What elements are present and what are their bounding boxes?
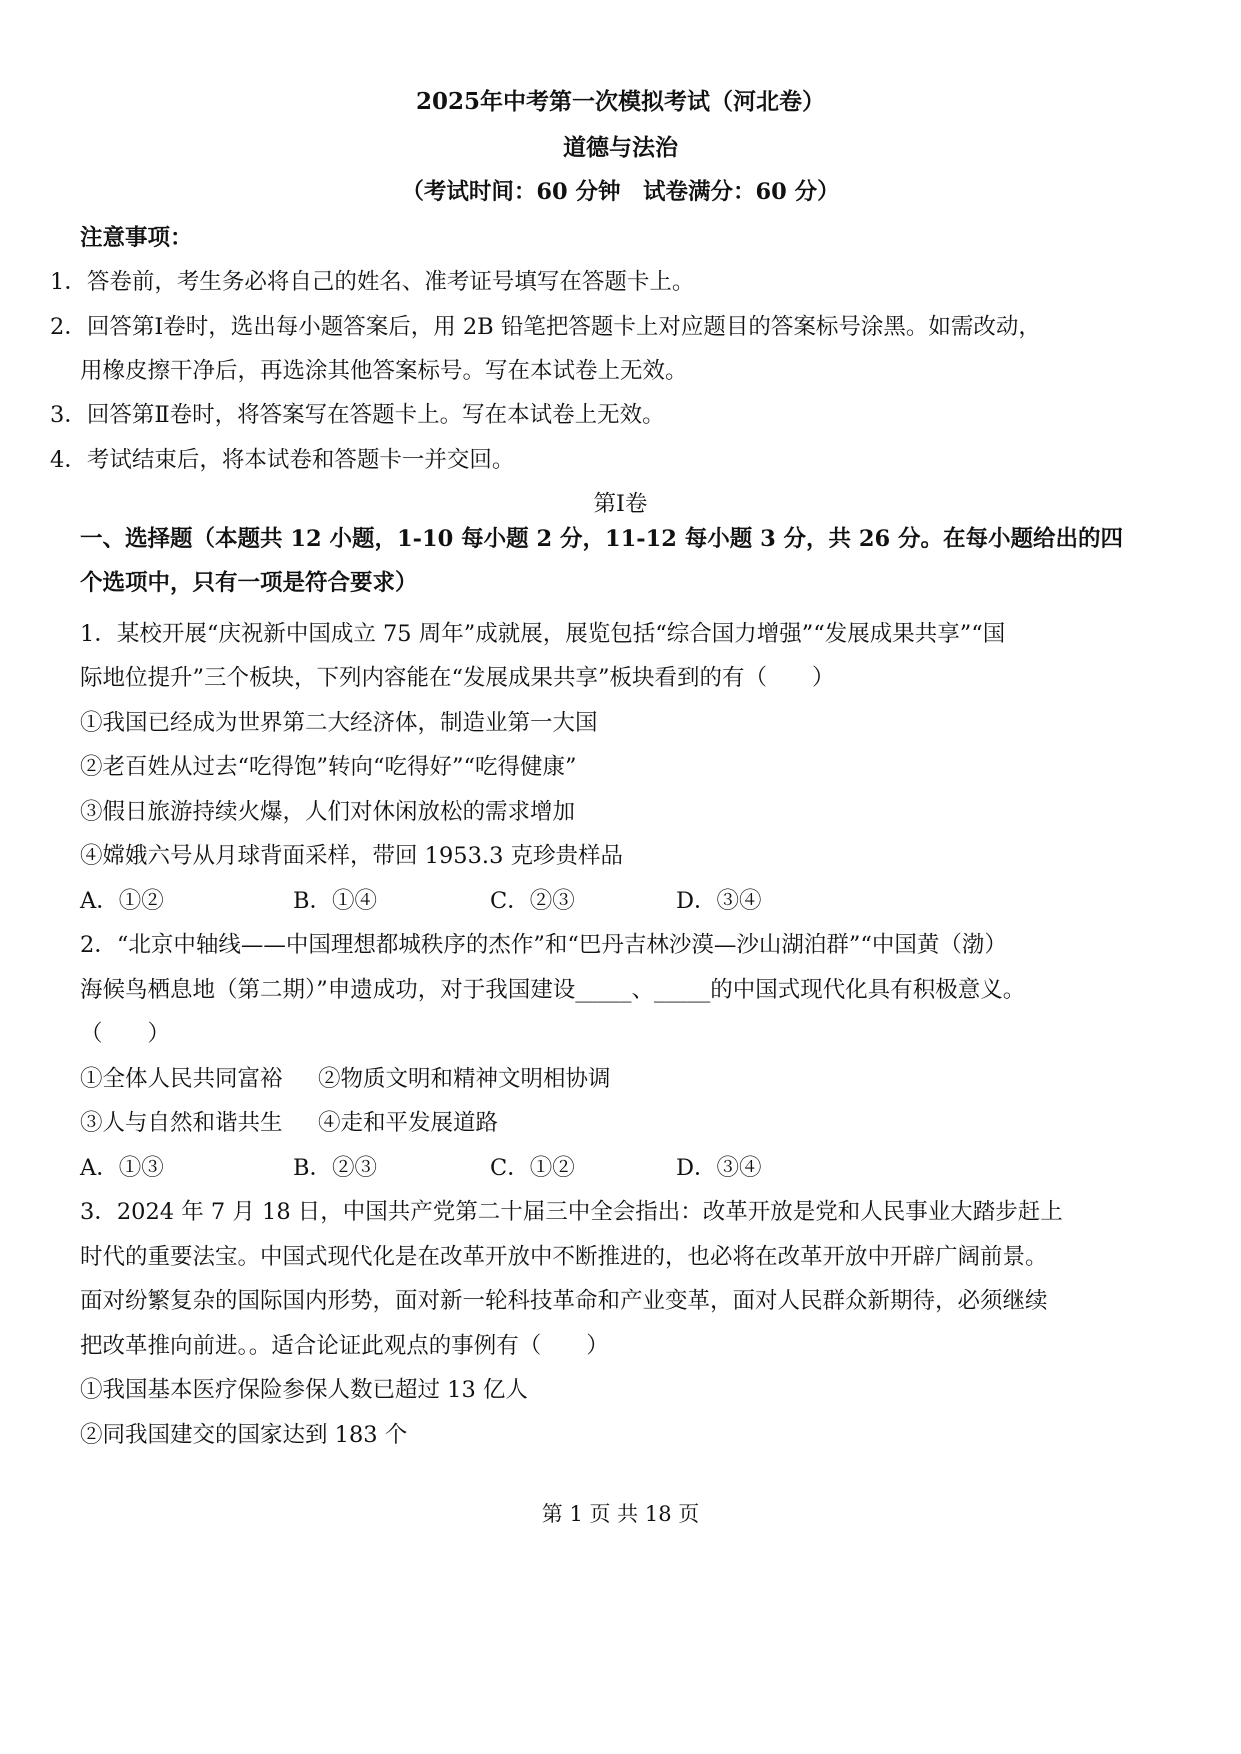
q1-option-b[interactable]: B．①④ xyxy=(293,888,378,914)
q3-stem-line4: 把改革推向前进。。适合论证此观点的事例有（ ） xyxy=(80,1333,609,1359)
q1-stem-line2: 际地位提升”三个板块，下列内容能在“发展成果共享”板块看到的有（ ） xyxy=(80,665,835,691)
q3-stem-line3: 面对纷繁复杂的国际国内形势，面对新一轮科技革命和产业变革，面对人民群众新期待，必须继续 xyxy=(80,1288,1048,1314)
q2-option-b[interactable]: B．②③ xyxy=(293,1155,378,1181)
q2-option-d[interactable]: D．③④ xyxy=(676,1155,762,1181)
q3-item-1: ①我国基本医疗保险参保人数已超过 13 亿人 xyxy=(80,1377,528,1403)
notice-item-4: 4．考试结束后，将本试卷和答题卡一并交回。 xyxy=(50,447,515,473)
section-heading-line2: 个选项中，只有一项是符合要求） xyxy=(80,570,418,596)
q2-stem-line3: （ ） xyxy=(80,1021,171,1047)
q3-stem-line2: 时代的重要法宝。中国式现代化是在改革开放中不断推进的，也必将在改革开放中开辟广阔前景。 xyxy=(80,1244,1048,1270)
section-heading-line1: 一、选择题（本题共 12 小题，1-10 每小题 2 分，11-12 每小题 3 分，共 26 分。在每小题给出的四 xyxy=(80,526,1124,552)
notice-item-2-cont: 用橡皮擦干净后，再选涂其他答案标号。写在本试卷上无效。 xyxy=(80,358,688,384)
volume-label: 第Ⅰ卷 xyxy=(593,491,648,517)
q1-option-d[interactable]: D．③④ xyxy=(676,888,762,914)
q1-stem-line1: 1．某校开展“庆祝新中国成立 75 周年”成就展，展览包括“综合国力增强”“发展成果共享”“国 xyxy=(80,621,1006,647)
notice-item-1: 1．答卷前，考生务必将自己的姓名、准考证号填写在答题卡上。 xyxy=(50,269,695,295)
q3-stem-line1: 3．2024 年 7 月 18 日，中国共产党第二十届三中全会指出：改革开放是党和人民事业大踏步赶上 xyxy=(80,1199,1063,1225)
q1-item-3: ③假日旅游持续火爆，人们对休闲放松的需求增加 xyxy=(80,799,576,825)
q2-stem-line1: 2．“北京中轴线——中国理想都城秩序的杰作”和“巴丹吉林沙漠—沙山湖泊群”“中国黄（渤） xyxy=(80,932,1007,958)
subject-title: 道德与法治 xyxy=(563,134,678,161)
q1-item-1: ①我国已经成为世界第二大经济体，制造业第一大国 xyxy=(80,710,598,736)
q2-option-a[interactable]: A．①③ xyxy=(80,1155,164,1181)
page-footer: 第 1 页 共 18 页 xyxy=(541,1502,700,1526)
q2-stem-line2: 海候鸟栖息地（第二期）”申遗成功，对于我国建设_____、_____的中国式现代化具有积极意义。 xyxy=(80,977,1026,1003)
q2-option-c[interactable]: C．①② xyxy=(490,1155,575,1181)
exam-title: 2025年中考第一次模拟考试（河北卷） xyxy=(415,88,825,115)
notice-heading: 注意事项： xyxy=(80,225,193,251)
q1-item-4: ④嫦娥六号从月球背面采样，带回 1953.3 克珍贵样品 xyxy=(80,843,624,869)
notice-item-2: 2．回答第Ⅰ卷时，选出每小题答案后，用 2B 铅笔把答题卡上对应题目的答案标号涂黑。如需改动， xyxy=(50,314,1041,340)
q1-item-2: ②老百姓从过去“吃得饱”转向“吃得好”“吃得健康” xyxy=(80,754,577,780)
q2-item-2: ②物质文明和精神文明相协调 xyxy=(318,1066,611,1092)
notice-item-3: 3．回答第Ⅱ卷时，将答案写在答题卡上。写在本试卷上无效。 xyxy=(50,402,665,428)
q1-option-c[interactable]: C．②③ xyxy=(490,888,575,914)
exam-info: （考试时间：60 分钟 试卷满分：60 分） xyxy=(401,179,840,205)
q3-item-2: ②同我国建交的国家达到 183 个 xyxy=(80,1422,408,1448)
q2-item-1: ①全体人民共同富裕 xyxy=(80,1066,283,1092)
q1-option-a[interactable]: A．①② xyxy=(80,888,164,914)
q2-item-3: ③人与自然和谐共生 xyxy=(80,1110,283,1136)
q2-item-4: ④走和平发展道路 xyxy=(318,1110,499,1136)
